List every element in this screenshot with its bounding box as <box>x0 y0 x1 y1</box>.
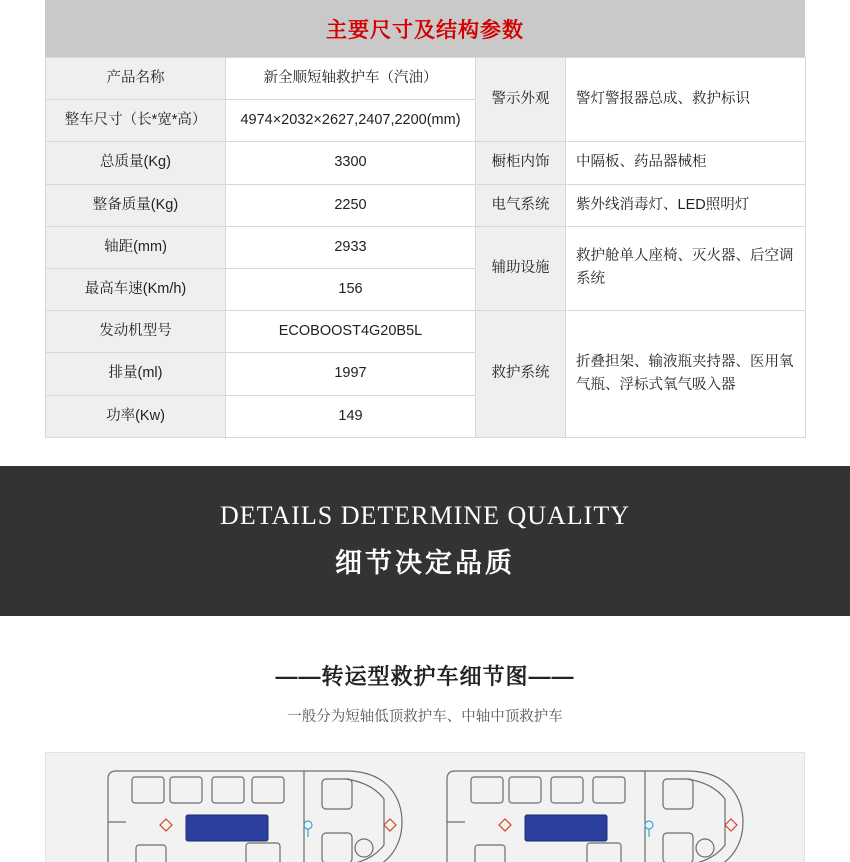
table-row <box>46 184 806 226</box>
spec-value: 4974×2032×2627,2407,2200(mm) <box>226 100 476 142</box>
spec-label: 排量(ml) <box>46 353 226 395</box>
specs-table <box>45 57 806 438</box>
spec-label: 功率(Kw) <box>46 395 226 437</box>
spec-value-right: 中隔板、药品器械柜 <box>566 142 806 184</box>
spec-label-right: 橱柜内饰 <box>476 142 566 184</box>
spec-label-right: 警示外观 <box>476 58 566 142</box>
table-row <box>46 58 806 100</box>
spec-value: ECOBOOST4G20B5L <box>226 311 476 353</box>
spec-value: 3300 <box>226 142 476 184</box>
spec-label: 总质量(Kg) <box>46 142 226 184</box>
ambulance-topview-left-svg <box>46 753 425 862</box>
spec-label: 最高车速(Km/h) <box>46 268 226 310</box>
spec-label-right: 电气系统 <box>476 184 566 226</box>
spec-label: 发动机型号 <box>46 311 226 353</box>
banner-chinese-text: 细节决定品质 <box>335 548 515 579</box>
spec-value-right: 紫外线消毒灯、LED照明灯 <box>566 184 806 226</box>
banner-english-text: DETAILS DETERMINE QUALITY <box>220 501 630 531</box>
spec-value: 2933 <box>226 226 476 268</box>
details-heading: ——转运型救护车细节图—— <box>275 663 575 689</box>
quality-banner <box>0 466 850 616</box>
spec-value: 156 <box>226 268 476 310</box>
ambulance-topview-right-svg <box>425 753 804 862</box>
table-row <box>46 311 806 353</box>
spec-label: 整备质量(Kg) <box>46 184 226 226</box>
spec-label-right: 救护系统 <box>476 311 566 438</box>
diagram-mid-wheelbase <box>425 753 804 862</box>
diagram-short-wheelbase <box>46 753 425 862</box>
spec-value-right: 折叠担架、输液瓶夹持器、医用氧气瓶、浮标式氧气吸入器 <box>566 311 806 438</box>
ambulance-layout-diagram <box>45 752 805 862</box>
spec-value: 2250 <box>226 184 476 226</box>
spec-value: 1997 <box>226 353 476 395</box>
table-row <box>46 226 806 268</box>
spec-label: 整车尺寸（长*宽*高） <box>46 100 226 142</box>
spec-value: 新全顺短轴救护车（汽油） <box>226 58 476 100</box>
spec-value-right: 救护舱单人座椅、灭火器、后空调系统 <box>566 226 806 310</box>
details-section <box>0 616 850 726</box>
spec-label: 轴距(mm) <box>46 226 226 268</box>
details-subheading: 一般分为短轴低顶救护车、中轴中顶救护车 <box>287 708 563 725</box>
spec-value-right: 警灯警报器总成、救护标识 <box>566 58 806 142</box>
spec-value: 149 <box>226 395 476 437</box>
specs-title: 主要尺寸及结构参数 <box>45 0 805 57</box>
spec-label-right: 辅助设施 <box>476 226 566 310</box>
table-row <box>46 142 806 184</box>
spec-label: 产品名称 <box>46 58 226 100</box>
